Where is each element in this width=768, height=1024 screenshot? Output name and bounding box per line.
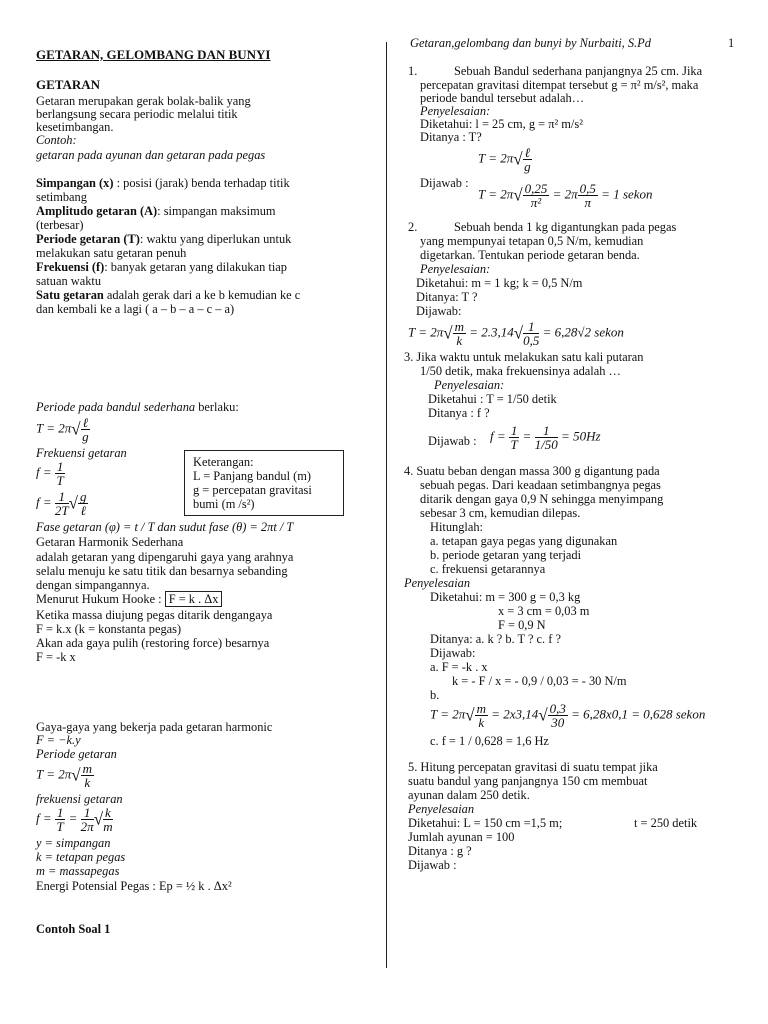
q3-ditanya: Ditanya : f ?	[428, 406, 490, 420]
q3-formula: f = $\frac{1}{T}$ = $\frac{1}{1/50}$ = 50Hz	[490, 423, 601, 452]
document-title: GETARAN, GELOMBANG DAN BUNYI	[36, 47, 271, 62]
q4-option: a. tetapan gaya pegas yang digunakan	[430, 534, 618, 548]
q2-penyelesaian: Penyelesaian:	[420, 262, 491, 276]
q1-number: 1.	[408, 64, 418, 78]
q1-formula-2: T = 2π√ $\frac{0,25}{\text{π²}}$ = 2π $\frac{0,5}{\pi}$ = 1 sekon	[478, 181, 653, 210]
massa-line-2: F = k.x (k = konstanta pegas)	[36, 622, 182, 636]
q5-dijawab: Dijawab :	[408, 858, 457, 872]
frekuensi-line: Frekuensi (f): banyak getaran yang dilakukan tiap	[36, 260, 287, 274]
q3-dijawab: Dijawab :	[428, 434, 477, 448]
q2-number: 2.	[408, 220, 418, 234]
frekuensi-getaran-label: frekuensi getaran	[36, 792, 123, 806]
k-definition: k = tetapan pegas	[36, 850, 126, 864]
q5-diketahui: Diketahui: L = 150 cm =1,5 m;	[408, 816, 563, 830]
running-title: Getaran,gelombang dan bunyi by Nurbaiti, S.Pd	[410, 36, 651, 50]
m-definition: m = massapegas	[36, 864, 120, 878]
q2-text: digetarkan. Tentukan periode getaran benda.	[420, 248, 640, 262]
q4-text: ditarik dengan gaya 0,9 N sehingga menyimpang	[420, 492, 664, 506]
pulih-formula: F = -k x	[36, 650, 76, 664]
formula-period-pendulum: T = 2π√ $\frac{\text{ℓ}}{g}$	[36, 415, 89, 444]
q3-text: 1/50 detik, maka frekuensinya adalah …	[420, 364, 621, 378]
keterangan-item: g = percepatan gravitasi	[193, 483, 312, 497]
frek-label: Frekuensi getaran	[36, 446, 127, 460]
energi-line: Energi Potensial Pegas : Ep = ½ k . Δx²	[36, 879, 232, 893]
q1-formula-1: T = 2π√ $\frac{\text{ℓ}}{g}$	[478, 145, 531, 174]
q1-diketahui: Diketahui: l = 25 cm, g = π² m/s²	[420, 117, 583, 131]
example-label: Contoh:	[36, 133, 77, 147]
frekuensi-line-2: satuan waktu	[36, 274, 102, 288]
q4-answer-a-2: k = - F / x = - 0,9 / 0,03 = - 30 N/m	[452, 674, 627, 688]
keterangan-box	[184, 450, 344, 516]
q4-text: Hitunglah:	[430, 520, 483, 534]
harmonik-title: Getaran Harmonik Sederhana	[36, 535, 184, 549]
q2-dijawab: Dijawab:	[416, 304, 462, 318]
q3-text: 3. Jika waktu untuk melakukan satu kali putaran	[404, 350, 644, 364]
y-definition: y = simpangan	[36, 836, 111, 850]
q1-text: percepatan gravitasi ditempat tersebut g = π² m/s², maka	[420, 78, 699, 92]
q4-text: sebesar 3 cm, kemudian dilepas.	[420, 506, 581, 520]
gaya-title: Gaya-gaya yang bekerja pada getaran harmonic	[36, 720, 273, 734]
q5-text: ayunan dalam 250 detik.	[408, 788, 530, 802]
bandul-label: Periode pada bandul sederhana berlaku:	[36, 400, 239, 414]
q4-dijawab: Dijawab:	[430, 646, 476, 660]
q4-penyelesaian: Penyelesaian	[404, 576, 471, 590]
q4-diketahui: x = 3 cm = 0,03 m	[498, 604, 590, 618]
q4-option: b. periode getaran yang terjadi	[430, 548, 582, 562]
hooke-formula-box: F = k . Δx	[165, 591, 223, 607]
formula-frequency-pendulum: f = $\frac{1}{2T}$ √ $\frac{g}{\text{ℓ}}$	[36, 489, 87, 518]
amplitudo-line: Amplitudo getaran (A): simpangan maksimum	[36, 204, 276, 218]
keterangan-title: Keterangan:	[193, 455, 254, 469]
formula-frequency-spring: f = $\frac{1}{T}$ = $\frac{1}{2\pi}$ √ $\frac{k}{m}$	[36, 805, 113, 834]
gaya-formula: F = −k.y	[36, 733, 81, 747]
definition-line: kesetimbangan.	[36, 120, 114, 134]
q4-option: c. frekuensi getarannya	[430, 562, 546, 576]
contoh-soal-heading: Contoh Soal 1	[36, 922, 111, 936]
q4-ditanya: Ditanya: a. k ? b. T ? c. f ?	[430, 632, 561, 646]
q1-penyelesaian: Penyelesaian:	[420, 104, 491, 118]
q4-answer-b: = 6,28x0,1 = 0,628 sekon	[571, 706, 706, 722]
satu-getaran-line-2: dan kembali ke a lagi ( a – b – a – c – a)	[36, 302, 235, 316]
q1-text: periode bandul tersebut adalah…	[420, 91, 585, 105]
satu-getaran-line: Satu getaran adalah gerak dari a ke b kemudian ke c	[36, 288, 301, 302]
periode-getaran-label: Periode getaran	[36, 747, 117, 761]
q3-diketahui: Diketahui : T = 1/50 detik	[428, 392, 557, 406]
q5-ditanya: Ditanya : g ?	[408, 844, 472, 858]
q4-answer-c: c. f = 1 / 0,628 = 1,6 Hz	[430, 734, 549, 748]
q3-answer: = 50Hz	[561, 428, 601, 444]
q2-formula: T = 2π√ $\frac{m}{k}$ = 2.3,14√ $\frac{1}{0,5}$ = 6,28√2 sekon	[408, 319, 624, 348]
fase-line: Fase getaran (φ) = t / T dan sudut fase (θ) = 2πt / T	[36, 520, 294, 534]
q4-diketahui: Diketahui: m = 300 g = 0,3 kg	[430, 590, 581, 604]
q4-text: sebuah pegas. Dari keadaan setimbangnya pegas	[420, 478, 661, 492]
q1-ditanya: Ditanya : T?	[420, 130, 482, 144]
q5-jumlah: Jumlah ayunan = 100	[408, 830, 515, 844]
harmonik-text: adalah getaran yang dipengaruhi gaya yang arahnya	[36, 550, 294, 564]
q1-dijawab: Dijawab :	[420, 176, 469, 190]
q4-diketahui: F = 0,9 N	[498, 618, 546, 632]
page-number: 1	[728, 36, 735, 50]
periode-line: Periode getaran (T): waktu yang diperlukan untuk	[36, 232, 292, 246]
amplitudo-line-2: (terbesar)	[36, 218, 84, 232]
q1-answer: = 1 sekon	[601, 186, 653, 202]
q4-text: 4. Suatu beban dengan massa 300 g digantung pada	[404, 464, 660, 478]
formula-period-spring: T = 2π√ $\frac{m}{k}$	[36, 761, 93, 790]
column-divider	[386, 42, 387, 968]
q1-text: Sebuah Bandul sederhana panjangnya 25 cm. Jika	[454, 64, 703, 78]
q5-text: 5. Hitung percepatan gravitasi di suatu tempat jika	[408, 760, 658, 774]
section-heading: GETARAN	[36, 77, 101, 92]
massa-line: Ketika massa diujung pegas ditarik dengangaya	[36, 608, 273, 622]
q4-answer-b-label: b.	[430, 688, 440, 702]
hooke-line: Menurut Hukum Hooke : F = k . Δx	[36, 592, 222, 606]
q2-answer: = 6,28√2 sekon	[542, 324, 624, 340]
formula-frequency: f = $\frac{1}{T}$	[36, 459, 64, 488]
q2-diketahui: Diketahui: m = 1 kg; k = 0,5 N/m	[416, 276, 583, 290]
keterangan-item: L = Panjang bandul (m)	[193, 469, 312, 483]
q2-text: Sebuah benda 1 kg digantungkan pada pegas	[454, 220, 677, 234]
periode-line-2: melakukan satu getaran penuh	[36, 246, 187, 260]
q5-time: t = 250 detik	[634, 816, 698, 830]
pulih-line: Akan ada gaya pulih (restoring force) besarnya	[36, 636, 270, 650]
q5-penyelesaian: Penyelesaian	[408, 802, 475, 816]
q4-answer-a: a. F = -k . x	[430, 660, 488, 674]
definition-line: berlangsung secara periodic melalui titik	[36, 107, 238, 121]
q3-penyelesaian: Penyelesaian:	[434, 378, 505, 392]
simpangan-line: Simpangan (x) : posisi (jarak) benda terhadap titik	[36, 176, 290, 190]
keterangan-item: bumi (m /s²)	[193, 497, 255, 511]
harmonik-text: selalu menuju ke satu titik dan besarnya sebanding	[36, 564, 288, 578]
q4-formula: T = 2π√ $\frac{m}{k}$ = 2x3,14√ $\frac{0,3}{30}$ = 6,28x0,1 = 0,628 sekon	[430, 701, 706, 730]
q5-text: suatu bandul yang panjangnya 150 cm membuat	[408, 774, 648, 788]
simpangan-line-2: setimbang	[36, 190, 87, 204]
harmonik-text: dengan simpangannya.	[36, 578, 150, 592]
q2-ditanya: Ditanya: T ?	[416, 290, 478, 304]
q2-text: yang mempunyai tetapan 0,5 N/m, kemudian	[420, 234, 644, 248]
definition-line: Getaran merupakan gerak bolak-balik yang	[36, 94, 251, 108]
example-text: getaran pada ayunan dan getaran pada pegas	[36, 148, 266, 162]
